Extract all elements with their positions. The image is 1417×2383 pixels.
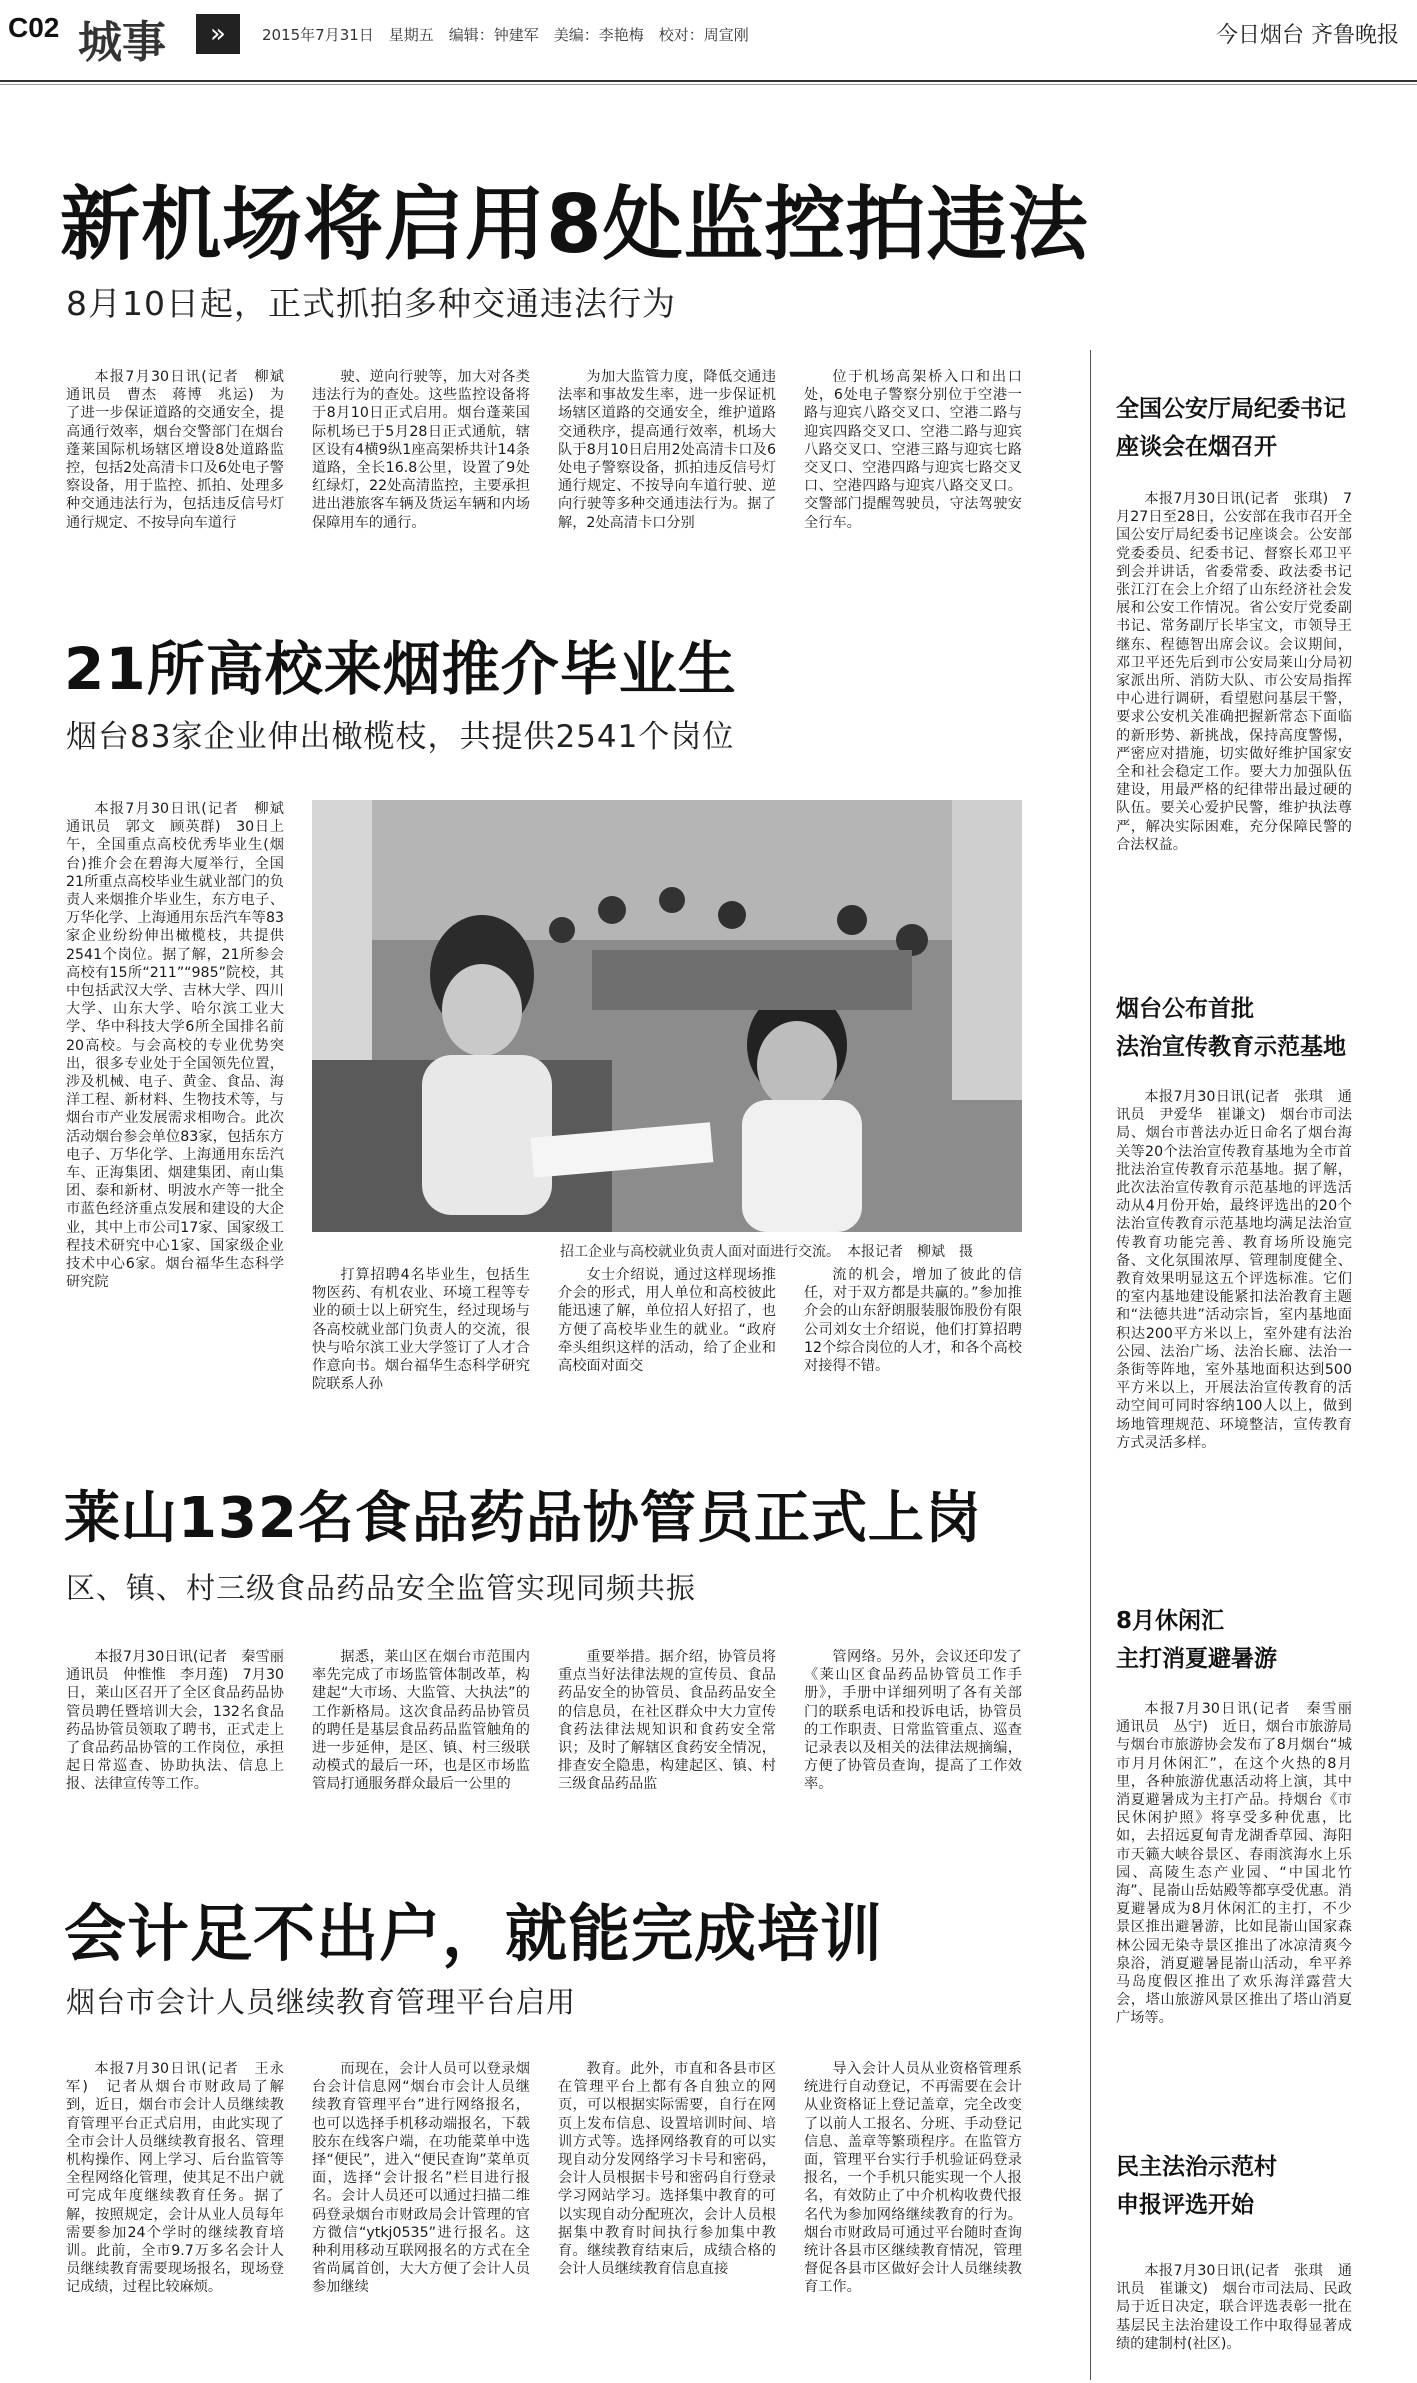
article2-subhead: 烟台83家企业伸出橄榄枝，共提供2541个岗位 bbox=[66, 719, 735, 755]
article2-left-column: 本报7月30日讯(记者 柳斌 通讯员 郭文 顾英群) 30日上午，全国重点高校优秀毕业生(烟台)推介会在碧海大厦举行，全国21所重点高校毕业生就业部门的负责人来烟推介毕业生，东方电子、万华化学、上海通用东岳汽车等83家企业纷纷伸出橄榄枝，共提供2541个岗位。据了解，21所参会高校有15所“211”“985”院校，其中包括武汉大学、吉林大学、四川大学、山东大学、哈尔滨工业大学、华中科技大学6所全国排名前20高校。与会高校的专业优势突出，很多专业处于全国领先位置，涉及机械、电子、黄金、食品、海洋工程、新材料、生物技术等，与烟台市产业发展需求相吻合。此次活动烟台参会单位83家，包括东方电子、万华化学、上海通用东岳汽车、正海集团、烟建集团、南山集团、泰和新材、明波水产等一批全市蓝色经济重点发展和建设的大企业，其中上市公司17家、国家级工程技术研究中心1家、国家级企业技术中心6家。烟台福华生态科学研究院 bbox=[66, 801, 299, 1291]
article3-column-2: 据悉，莱山区在烟台市范围内率先完成了市场监管体制改革，构建起“大市场、大监管、大执法”的工作新格局。这次食品药品协管员的聘任是基层食品药品监管触角的进一步延伸，是区、镇、村三级联动模式的最后一环，也是区市场监管局打通服务群众最后一公里的 bbox=[312, 1649, 530, 1793]
sidebar-item-2-body: 本报7月30日讯(记者 张琪 通讯员 尹爱华 崔谦文) 烟台市司法局、烟台市普法办近日命名了烟台海关等20个法治宣传教育基地为全市首批法治宣传教育示范基地。据了解，此次法治宣传教育示范基地的评选活动从4月份开始，最终评选出的20个法治宣传教育示范基地均满足法治宣传教育功能完善、教育场所设施完备、文化氛围浓厚、管理制度健全、教育效果明显这五个评选标准。它们的室内基地建设能紧扣法治教育主题和“法德共进”活动宗旨，室内基地面积达200平方米以上，室外建有法治公园、法治广场、法治长廊、法治一条街等阵地，室外基地面积达到500平方米以上，开展法治宣传教育的活动空间可同时容纳100人以上，做到场地管理规范、环境整洁，宣传教育方式灵活多样。 bbox=[1116, 1089, 1352, 1451]
article4-column-1: 本报7月30日讯(记者 王永军) 记者从烟台市财政局了解到，近日，烟台市会计人员继续教育管理平台正式启用，由此实现了全市会计人员继续教育报名、管理机构操作、网上学习、后台监管等全程网络化管理，使其足不出户就可完成年度继续教育任务。据了解，按照规定，会计从业人员每年需要参加24个学时的继续教育培训。此前，全市9.7万多名会计人员继续教育需要现场报名，现场登记成绩，过程比较麻烦。 bbox=[66, 2061, 284, 2296]
article1-subhead: 8月10日起，正式抓拍多种交通违法行为 bbox=[66, 284, 676, 323]
newspaper-brand: 今日烟台 齐鲁晚报 bbox=[1216, 23, 1399, 48]
photo-caption: 招工企业与高校就业负责人面对面进行交流。 本报记者 柳斌 摄 bbox=[560, 1244, 973, 1260]
article3-column-4: 管网络。另外，会议还印发了《莱山区食品药品协管员工作手册》，手册中详细列明了各有关部门的联系电话和投诉电话，协管员的工作职责、日常监管重点、巡查记录表以及相关的法律法规摘编，方便了协管员查询，提高了工作效率。 bbox=[804, 1649, 1022, 1793]
sidebar-item-1-body: 本报7月30日讯(记者 张琪) 7月27日至28日，公安部在我市召开全国公安厅局纪委书记座谈会。公安部党委委员、纪委书记、督察长邓卫平到会并讲话，省委常委、政法委书记张江汀在会上介绍了山东经济社会发展和公安工作情况。省公安厅党委副书记、常务副厅长毕宝文，市领导王继东、程德智出席会议。会议期间，邓卫平还先后到市公安局莱山分局初家派出所、消防大队、市公安局指挥中心进行调研，看望慰问基层干警，要求公安机关准确把握新常态下面临的新形势、新挑战，保持高度警惕，严密应对措施，切实做好维护国家安全和社会稳定工作。要大力加强队伍建设，用最严格的纪律带出最过硬的队伍。要关心爱护民警，维护执法尊严，解决实际困难，充分保障民警的合法权益。 bbox=[1116, 491, 1352, 853]
job-fair-photo bbox=[312, 800, 1022, 1232]
article1-headline: 新机场将启用8处监控拍违法 bbox=[60, 178, 1089, 271]
job-fair-photo-illustration bbox=[312, 800, 1022, 1232]
sidebar-item-2-headline: 烟台公布首批 法治宣传教育示范基地 bbox=[1116, 996, 1346, 1060]
sidebar-item-3-body: 本报7月30日讯(记者 秦雪丽 通讯员 丛宁) 近日，烟台市旅游局与烟台市旅游协会发布了8月烟台“城市月月休闲汇”，在这个火热的8月里，各种旅游优惠活动将上演，其中消夏避暑成为主打产品。持烟台《市民休闲护照》将享受多种优惠，比如，去招远夏甸青龙湖香草园、海阳市天籁大峡谷景区、春雨滨海水上乐园、高陵生态产业园、“中国北竹海”、昆嵛山岳姑殿等都享受优惠。消夏避暑成为8月休闲汇的主打，不少景区推出避暑游，比如昆嵛山国家森林公园无染寺景区推出了冰凉清爽今泉浴，消夏避暑昆嵛山活动，牟平养马岛度假区推出了欢乐海洋露营大会，塔山旅游风景区推出了塔山消夏广场等。 bbox=[1116, 1701, 1367, 2027]
article3-column-3: 重要举措。据介绍，协管员将重点当好法律法规的宣传员、食品药品安全的协管员、食品药品安全的信息员，在社区群众中大力宣传食药法律法规知识和食药安全常识；及时了解辖区食药安全情况，排查安全隐患，构建起区、镇、村三级食品药品监 bbox=[558, 1649, 776, 1793]
edition-meta: 2015年7月31日 星期五 编辑：钟建军 美编：李艳梅 校对：周宣刚 bbox=[262, 26, 749, 44]
page-number: C02 bbox=[8, 12, 60, 43]
article3-subhead: 区、镇、村三级食品药品安全监管实现同频共振 bbox=[66, 1571, 697, 1605]
sidebar-item-3-headline: 8月休闲汇 主打消夏避暑游 bbox=[1116, 1608, 1277, 1672]
article4-column-4: 导入会计人员从业资格管理系统进行自动登记，不再需要在会计从业资格证上登记盖章，完全改变了以前人工报名、分班、手动登记信息、盖章等繁琐程序。在监管方面，管理平台实行手机验证码登录报名，一个手机只能实现一个人报名，有效防止了中介机构收费代报名代为参加网络继续教育的行为。烟台市财政局可通过平台随时查询统计各县市区继续教育情况，管理督促各县市区做好会计人员继续教育工作。 bbox=[804, 2061, 1022, 2296]
section-title: 城事 bbox=[78, 17, 166, 68]
section-arrow-icon: » bbox=[196, 14, 240, 54]
article1-column-4: 位于机场高架桥入口和出口处，6处电子警察分别位于空港一路与迎宾八路交叉口、空港二路与迎宾四路交叉口、空港二路与迎宾八路交叉口、空港三路与迎宾七路交叉口、空港四路与迎宾七路交叉口、空港四路与迎宾八路交叉口。交警部门提醒驾驶员，守法驾驶安全行车。 bbox=[804, 369, 1022, 531]
header-rule bbox=[0, 80, 1417, 82]
article2-column-3: 女士介绍说，通过这样现场推介会的形式，用人单位和高校彼此能迅速了解，单位招人好招了，也方便了高校毕业生的就业。“政府牵头组织这样的活动，给了企业和高校面对面交 bbox=[558, 1267, 776, 1375]
article3-headline: 莱山132名食品药品协管员正式上岗 bbox=[64, 1486, 982, 1551]
article1-column-1: 本报7月30日讯(记者 柳斌 通讯员 曹杰 蒋博 兆运) 为了进一步保证道路的交通安全，提高通行效率，烟台交警部门在烟台蓬莱国际机场辖区增设8处道路监控，包括2处高清卡口及6处电子警察设备，用于监控、抓拍、处理多种交通违法行为，包括违反信号灯通行规定、不按导向车道行 bbox=[66, 369, 299, 531]
article4-headline: 会计足不出户，就能完成培训 bbox=[64, 1897, 884, 1970]
article1-column-3: 为加大监管力度，降低交通违法率和事故发生率，进一步保证机场辖区道路的交通安全，维护道路交通秩序，提高通行效率，机场大队于8月10日启用2处高清卡口及6处电子警察设备，抓拍违反信号灯通行规定、不按导向车道行驶、逆向行驶等多种交通违法行为。据了解，2处高清卡口分别 bbox=[558, 369, 776, 531]
article3-column-1: 本报7月30日讯(记者 秦雪丽 通讯员 仲惟惟 李月莲) 7月30日，莱山区召开了全区食品药品协管员聘任暨培训大会，132名食品药品协管员领取了聘书，正式走上了食品药品协管的工作岗位，承担起日常巡查、协助执法、信息上报、法律宣传等工作。 bbox=[66, 1649, 299, 1793]
article2-headline: 21所高校来烟推介毕业生 bbox=[64, 635, 737, 703]
article4-subhead: 烟台市会计人员继续教育管理平台启用 bbox=[66, 1985, 577, 2019]
article2-column-4: 流的机会，增加了彼此的信任，对于双方都是共赢的。”参加推介会的山东舒朗服装服饰股份有限公司刘女士介绍说，他们打算招聘12个综合岗位的人才，和各个高校对接得不错。 bbox=[804, 1267, 1022, 1375]
sidebar-item-4-headline: 民主法治示范村 申报评选开始 bbox=[1116, 2154, 1277, 2218]
article1-column-2: 驶、逆向行驶等，加大对各类违法行为的查处。这些监控设备将于8月10日正式启用。烟台蓬莱国际机场已于5月28日正式通航，辖区设有4横9纵1座高架桥共计14条道路，全长16.8公里，设置了9处红绿灯，22处高清监控，主要承担进出港旅客车辆及货运车辆和内场保障用车的通行。 bbox=[312, 369, 530, 531]
header-rule-thin bbox=[0, 84, 1417, 85]
article4-column-3: 教育。此外，市直和各县市区在管理平台上都有各自独立的网页，可以根据实际需要，自行在网页上发布信息、设置培训时间、培训方式等。选择网络教育的可以实现自动分发网络学习卡号和密码，会计人员根据卡号和密码自行登录学习网站学习。选择集中教育的可以实现自动分配班次，会计人员根据集中教育时间执行参加集中教育。继续教育结束后，成绩合格的会计人员继续教育信息直接 bbox=[558, 2061, 776, 2278]
article2-column-2: 打算招聘4名毕业生，包括生物医药、有机农业、环境工程等专业的硕士以上研究生，经过现场与各高校就业部门负责人的交流，很快与哈尔滨工业大学签订了人才合作意向书。烟台福华生态科学研究院联系人孙 bbox=[312, 1267, 530, 1393]
article4-column-2: 而现在，会计人员可以登录烟台会计信息网“烟台市会计人员继续教育管理平台”进行网络报名，也可以选择手机移动端报名，下载胶东在线客户端，在功能菜单中选择“便民”，进入“便民查询”菜单页面，选择“会计报名”栏目进行报名。会计人员还可以通过扫描二维码登录烟台市财政局会计管理的官方微信“ytkj0535”进行报名。这种利用移动互联网报名的方式在全省尚属首创，大大方便了会计人员参加继续 bbox=[312, 2061, 530, 2296]
sidebar-item-4-body: 本报7月30日讯(记者 张琪 通讯员 崔谦文) 烟台市司法局、民政局于近日决定，联合评选表彰一批在基层民主法治建设工作中取得显著成绩的建制村(社区)。 bbox=[1116, 2263, 1352, 2352]
sidebar-item-1-headline: 全国公安厅局纪委书记 座谈会在烟召开 bbox=[1116, 396, 1346, 460]
sidebar-divider bbox=[1090, 350, 1091, 2380]
